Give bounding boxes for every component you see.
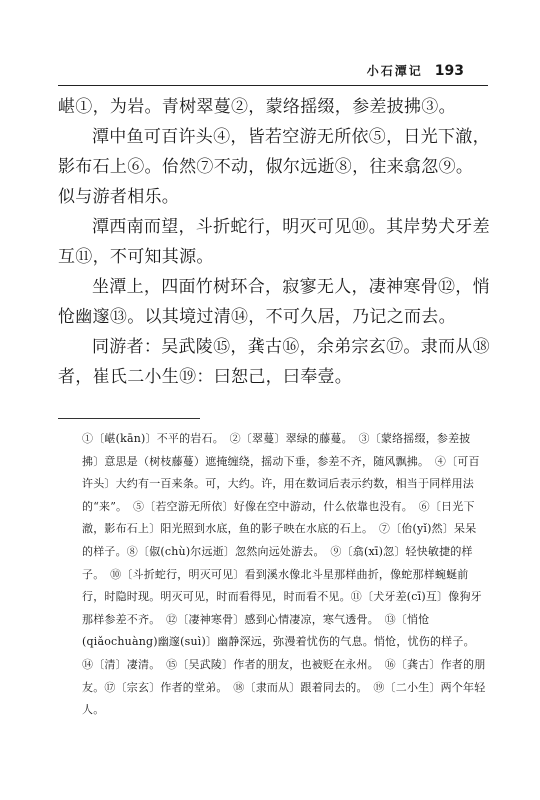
paragraph-5: 同游者：吴武陵⑮，龚古⑯，余弟宗玄⑰。隶而从⑱者，崔氏二小生⑲：曰恕己，曰奉壹。 xyxy=(58,337,490,387)
header-rule xyxy=(58,85,488,86)
footnote-text: ①〔嵁(kān)〕不平的岩石。 ②〔翠蔓〕翠绿的藤蔓。 ③〔蒙络摇缀，参差披拂〕意思是（树枝藤蔓）遮掩缠绕，摇动下垂，参差不齐，随风飘拂。 ④〔可百许头〕大约有一百来条。可，大约。许，用在数词后表示约数，相当于同样用法的“来”。 ⑤〔若空游无所依〕好像在空中游动，什么依靠也没有。 ⑥〔日光下澈，影布石上〕阳光照到水底，鱼的影子映在水底的石上。 ⑦〔佁(yǐ)然〕呆呆的样子。⑧〔俶(chù)尔远逝〕忽然向远处游去。 ⑨〔翕(xī)忽〕轻快敏捷的样子。 ⑩〔斗折蛇行，明灭可见〕看到溪水像北斗星那样曲折，像蛇那样蜿蜒前行，时隐时现。明灭可见，时而看得见，时而看不见。⑪〔犬牙差(cī)互〕像狗牙那样参差不齐。 ⑫〔凄神寒骨〕感到心情凄凉，寒气透骨。 ⑬〔悄怆(qiǎochuàng)幽邃(suì)〕幽静深远，弥漫着忧伤的气息。悄怆，忧伤的样子。 ⑭〔清〕凄清。 ⑮〔吴武陵〕作者的朋友，也被贬在永州。 ⑯〔龚古〕作者的朋友。⑰〔宗玄〕作者的堂弟。 ⑱〔隶而从〕跟着同去的。 ⑲〔二小生〕两个年轻人。 xyxy=(82,432,486,717)
paragraph-3: 潭西南而望，斗折蛇行，明灭可见⑩。其岸势犬牙差互⑪，不可知其源。 xyxy=(58,217,490,267)
footnotes xyxy=(82,428,486,722)
page-header xyxy=(367,62,464,79)
main-text xyxy=(58,92,490,392)
paragraph-2: 潭中鱼可百许头④，皆若空游无所依⑤，日光下澈，影布石上⑥。佁然⑦不动，俶尔远逝⑧，往来翕忽⑨。似与游者相乐。 xyxy=(58,127,490,207)
paragraph-1: 嵁①，为岩。青树翠蔓②，蒙络摇缀，参差披拂③。 xyxy=(58,97,456,117)
page-number: 193 xyxy=(434,63,464,79)
paragraph-4: 坐潭上，四面竹树环合，寂寥无人，凄神寒骨⑫，悄怆幽邃⑬。以其境过清⑭，不可久居，乃记之而去。 xyxy=(58,277,490,327)
footnote-divider xyxy=(58,418,200,419)
chapter-title: 小石潭记 xyxy=(366,64,423,78)
